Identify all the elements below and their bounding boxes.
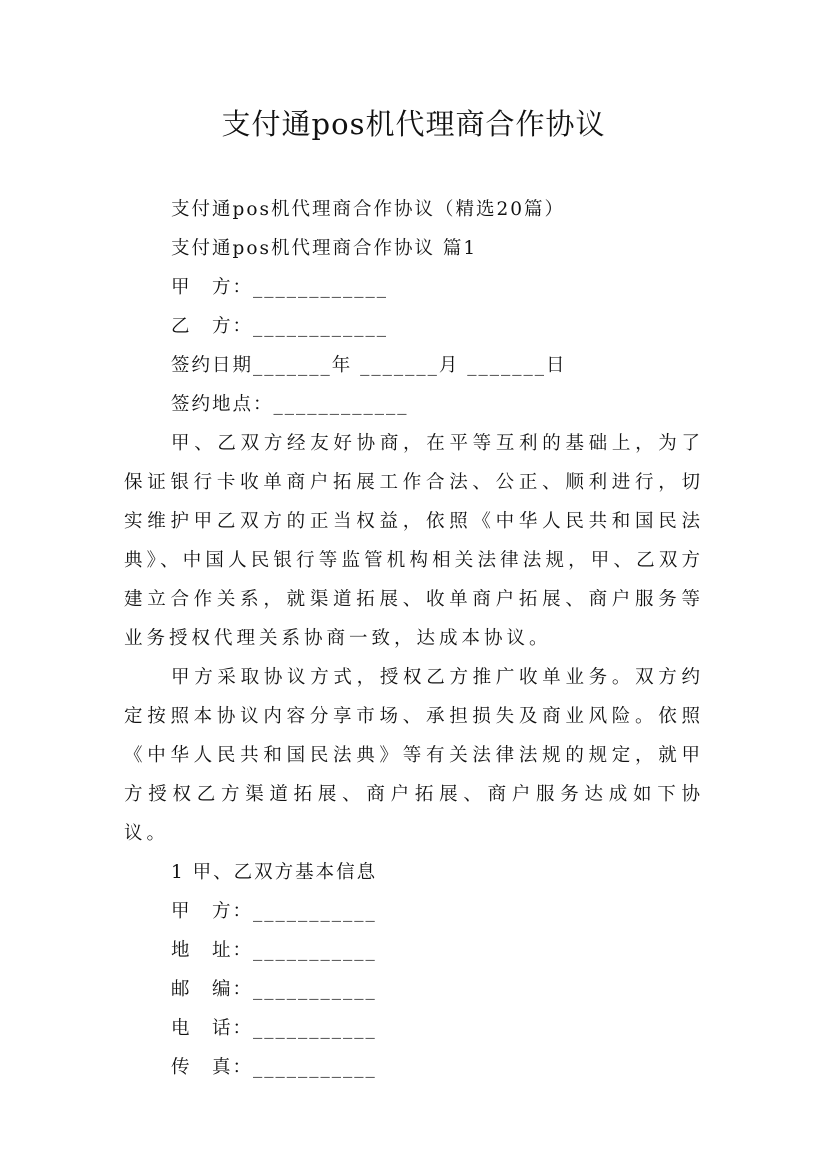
paragraph-2: 甲方采取协议方式，授权乙方推广收单业务。双方约定按照本协议内容分享市场、承担损失及商业风险。依照《中华人民共和国民法典》等有关法律法规的规定，就甲方授权乙方渠道拓展、商户拓展、商户服务达成如下协议。	[124, 667, 704, 844]
info-address-field: 地 址：___________	[171, 940, 377, 961]
party-b-field: 乙 方：____________	[171, 316, 389, 337]
info-fax-field: 传 真：___________	[171, 1057, 377, 1078]
info-phone-field: 电 话：___________	[171, 1018, 377, 1039]
signing-date-field: 签约日期_______年 _______月 _______日	[171, 355, 567, 376]
signing-place-field: 签约地点：____________	[171, 394, 409, 415]
section-heading: 1 甲、乙双方基本信息	[171, 862, 378, 883]
chapter-heading: 支付通pos机代理商合作协议 篇1	[171, 238, 478, 259]
info-party-a-field: 甲 方：___________	[171, 901, 377, 922]
document-body	[124, 190, 704, 1087]
paragraph-1: 甲、乙双方经友好协商，在平等互利的基础上，为了保证银行卡收单商户拓展工作合法、公正、顺利进行，切实维护甲乙双方的正当权益，依照《中华人民共和国民法典》、中国人民银行等监管机构相关法律法规，甲、乙双方建立合作关系，就渠道拓展、收单商户拓展、商户服务等业务授权代理关系协商一致，达成本协议。	[124, 433, 704, 649]
party-a-field: 甲 方：____________	[171, 277, 389, 298]
info-postcode-field: 邮 编：___________	[171, 979, 377, 1000]
subtitle-line: 支付通pos机代理商合作协议（精选20篇）	[171, 199, 566, 220]
page-title: 支付通pos机代理商合作协议	[221, 107, 606, 141]
